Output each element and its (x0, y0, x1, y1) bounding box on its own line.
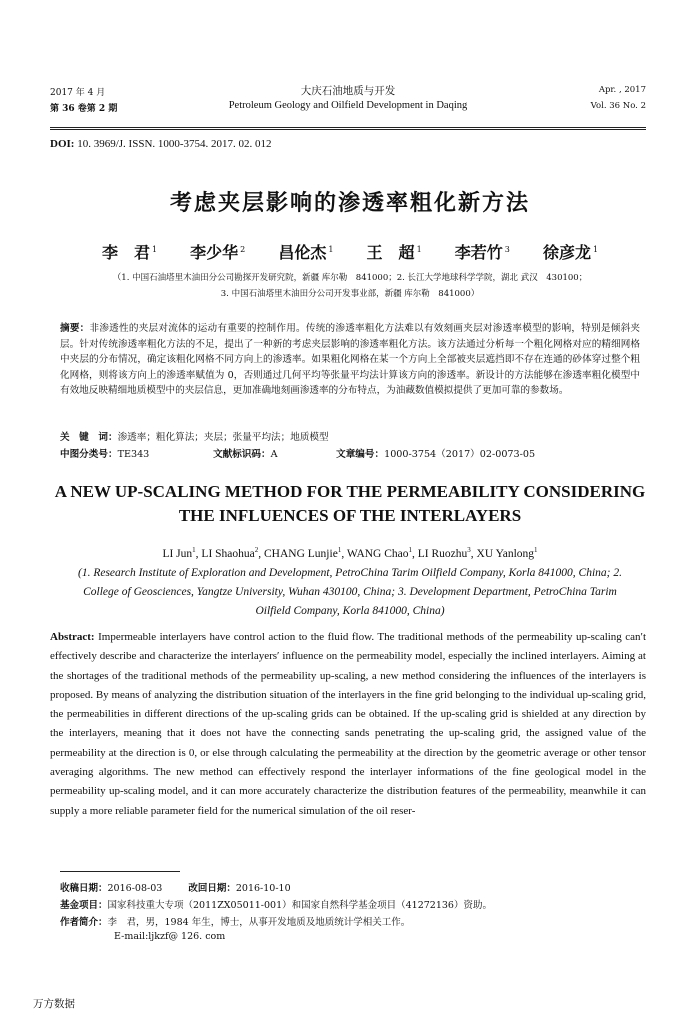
affiliation-cn-line: 3. 中国石油塔里木油田分公司开发事业部，新疆 库尔勒 841000） (220, 289, 480, 299)
author-en: LI Shaohua$^2$, (201, 546, 265, 560)
received-label: 收稿日期： (60, 883, 108, 894)
affiliation-cn (60, 270, 640, 302)
article-number-label: 文章编号： (336, 449, 385, 460)
revised-date: 2016-10-10 (235, 883, 291, 894)
revised-label: 改回日期： (188, 883, 236, 894)
abstract-cn-text: 非渗透性的夹层对流体的运动有重要的控制作用。传统的渗透率粗化方法难以有效刻画夹层对渗透率模型的影响，特别是倾斜夹层。针对传统渗透率粗化方法的不足，提出了一种新的考虑夹层影响的渗透率粗化方法。该方法通过分析每一个粗化网格对应的精细网格中夹层的分布情况，确定该粗化网格不同方向上的渗透率。如果粗化网格在某一个方向上全部被夹层遮挡即不存在连通的砂体穿过整个粗化网格，则将该方向上的渗透率赋值为 0，否则通过几何平均等张量平均法计算该方向的渗透率。新设计的方法能够在渗透率粗化模型中有效地反映精细地质模型中的夹层信息，更加准确地刻画渗透率的分布特点，为油藏数值模拟提供了更加可靠的参数场。 (60, 323, 641, 396)
author-cn: 李 君 $^1$ (101, 243, 158, 262)
author-bio-label: 作者简介： (60, 917, 108, 928)
doi-label: DOI: (50, 138, 75, 150)
header-rule-double (50, 129, 646, 130)
clc-value: TE343 (117, 449, 150, 460)
author-cn: 徐彦龙 $^1$ (542, 243, 599, 262)
header-date-cn: 2017 年 4 月 (50, 88, 106, 98)
title-en-line: THE INFLUENCES OF THE INTERLAYERS (178, 506, 522, 525)
header-journal-cn: 大庆石油地质与开发 (300, 85, 396, 97)
header-rule (50, 127, 646, 128)
article-number-value: 1000-3754（2017）02-0073-05 (384, 449, 536, 460)
watermark: 万方数据 (33, 998, 75, 1010)
header-date-en: Apr. , 2017 (598, 85, 646, 95)
affiliation-cn-line: （1. 中国石油塔里木油田分公司勘探开发研究院，新疆 库尔勒 841000；2. 长江大学地球科学学院，湖北 武汉 430100； (112, 273, 588, 283)
author-cn: 王 超 $^1$ (366, 243, 422, 262)
running-header (50, 85, 646, 125)
header-volume-en: Vol. 36 No. 2 (590, 101, 646, 111)
footnote-rule (60, 871, 180, 872)
authors-en (0, 546, 700, 560)
keywords-cn-label: 关 键 词： (60, 432, 118, 443)
footnote-dates (60, 880, 291, 894)
doc-code-value: A (270, 449, 278, 460)
header-journal-en: Petroleum Geology and Oilfield Development in Daqing (228, 100, 468, 111)
author-en: LI Ruozhu$^3$, (417, 546, 477, 560)
affiliation-en: (1. Research Institute of Exploration and Development, PetroChina Tarim Oilfield Company, Korla 841000, China; 2. College of Geosciences, Yangtze University, Wuhan 430100, China; 3. Development Department, PetroChina Tarim Oilfield Company, Korla 841000, China) (78, 567, 622, 617)
title-en (0, 480, 700, 528)
doc-code-label: 文献标识码： (213, 449, 271, 460)
abstract-cn-label: 摘要： (60, 323, 90, 334)
author-en: WANG Chao$^1$, (346, 546, 418, 560)
doi-value: 10. 3969/J. ISSN. 1000-3754. 2017. 02. 012 (77, 138, 272, 150)
keywords-cn (60, 429, 640, 443)
doi (50, 138, 272, 150)
author-en: CHANG Lunjie$^1$, (264, 546, 347, 560)
clc-label: 中图分类号： (60, 449, 118, 460)
fund-text: 国家科技重大专项（2011ZX05011-001）和国家自然科学基金项目（41272136）资助。 (107, 900, 492, 911)
author-en: XU Yanlong$^1$ (476, 546, 538, 560)
classification-cn (60, 446, 640, 460)
abstract-cn (60, 321, 640, 399)
authors-cn (0, 240, 700, 263)
author-cn: 李若竹 $^3$ (454, 243, 510, 262)
abstract-en-text: Impermeable interlayers have control action to the fluid flow. The traditional methods of the permeability up-scaling can′t effectively describe and characterize the interlayers′ influence on the permeability model, especially the inclined interlayers. Aiming at the shortages of the traditional methods of the permeability up-scaling, a new method considering the influences of the interlayers is proposed. By means of analyzing the distribution situation of the interlayers in the fine grid belonging to the individual up-scaling grid, the permeabilities in different directions of the up-scaling grids can be obtained. If the up-scaling grid is shielded at any direction by the interlayers, meaning that it does not have the connecting sands penetrating the up-scaling grid, the assigned value of the permeability at the direction is 0, or else through calculating the permeability at the direction by the geometric average or other tensor averaging algorithms. The new method can effectively respond the interlayer informations of the fine geological model in the permeability up-scaling model, and it can more accurately characterize the distribution features of the permeability, meanwhile it can supply a more reliable parameter field for the numerical simulation of the oil reser- (50, 631, 647, 817)
received-date: 2016-08-03 (107, 883, 163, 894)
author-en: LI Jun$^1$, (162, 546, 202, 560)
keywords-cn-text: 渗透率；粗化算法；夹层；张量平均法；地质模型 (117, 432, 329, 443)
author-cn: 昌伦杰 $^1$ (278, 243, 334, 262)
title-cn: 考虑夹层影响的渗透率粗化新方法 (169, 191, 530, 216)
fund-label: 基金项目： (60, 900, 108, 911)
author-bio-text: 李 君，男，1984 年生，博士，从事开发地质及地质统计学相关工作。 (107, 917, 411, 928)
abstract-en-label: Abstract: (50, 631, 95, 643)
header-volume-cn: 第 36 卷第 2 期 (50, 104, 118, 114)
abstract-en (50, 628, 646, 821)
title-en-line: A NEW UP-SCALING METHOD FOR THE PERMEABILITY CONSIDERING (54, 482, 646, 501)
footnote-email: E-mail:ljkzf@ 126. com (114, 931, 226, 942)
footnote-fund (60, 897, 492, 911)
footnote-author (60, 914, 410, 928)
author-cn: 李少华 $^2$ (190, 243, 246, 262)
